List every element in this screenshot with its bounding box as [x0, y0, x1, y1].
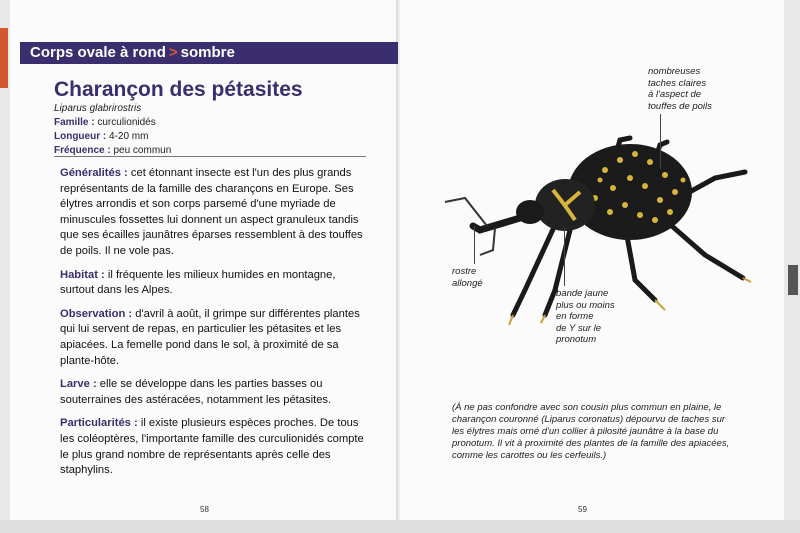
section-text: il existe plusieurs espèces proches. De tous les coléoptères, l'importante famille des curculionidés compte le plus grand nombre de représentants après celle des staphylins.: [60, 417, 364, 477]
description-body: [60, 166, 370, 487]
section-label: Larve :: [60, 378, 97, 391]
length-label: Longueur :: [54, 131, 107, 142]
section-label: Habitat :: [60, 268, 105, 281]
section-text: cet étonnant insecte est l'un des plus grands représentants de la famille des charançons en Europe. Ses élytres arrondis et son corps parsemé d'une myriade de minuscules fossettes lui donnent un aspect granuleux tandis que ses écailles jaunâtres éparses ressemblent à des touffes de poils. Il ne vole pas.: [60, 167, 363, 257]
family-row: [54, 116, 171, 130]
family-value: curculionidés: [97, 117, 156, 128]
length-value: 4-20 mm: [109, 131, 149, 142]
annotation-tufts: nombreuses taches claires à l'aspect de touffes de poils: [648, 66, 712, 112]
section-larve: [60, 377, 370, 408]
section-particularites: [60, 416, 370, 478]
leg-tarsi: [509, 278, 751, 325]
divider: [54, 156, 366, 157]
table-surface: [0, 520, 800, 533]
section-generalites: [60, 166, 370, 260]
page-number-left: 58: [200, 505, 209, 514]
section-header: [20, 42, 398, 64]
section-label: Particularités :: [60, 417, 138, 430]
frequency-label: Fréquence :: [54, 145, 111, 156]
section-text: il fréquente les milieux humides en montagne, surtout dans les Alpes.: [60, 268, 336, 297]
leader-line: [474, 226, 475, 264]
right-edge-mark: [788, 265, 798, 295]
lookalike-note: (À ne pas confondre avec son cousin plus commun en plaine, le charançon couronné (Liparus coronatus) dépourvu de taches sur les élytres mais orné d'un collier à pilosité jaunâtre à la base du pronotum. Il vit à proximité des plantes de la famille des apiacées, comme les carottes ou les cerfeuils.): [452, 402, 730, 461]
section-habitat: [60, 268, 370, 299]
section-label: Généralités :: [60, 167, 128, 179]
length-row: [54, 130, 171, 144]
leader-line: [660, 114, 661, 169]
header-category: Corps ovale à rond: [30, 44, 166, 61]
section-observation: [60, 307, 370, 369]
header-separator: >: [168, 44, 178, 61]
header-subcategory: sombre: [180, 44, 235, 61]
annotation-band: bande jaune plus ou moins en forme de Y sur le pronotum: [556, 288, 615, 345]
annotation-rostre: rostre allongé: [452, 266, 483, 289]
section-text: elle se développe dans les parties basses ou souterraines des astéracées, notamment les pétasites.: [60, 378, 332, 406]
section-label: Observation :: [60, 307, 133, 320]
frequency-value: peu commun: [113, 145, 172, 156]
section-text: d'avril à août, il grimpe sur différentes plantes qui lui servent de repas, en particulier les pétasites et les apiacées. La femelle pond dans le sol, à proximité de sa plante-hôte.: [60, 307, 360, 367]
species-meta: [54, 102, 171, 158]
beetle-rostrum: [473, 218, 520, 230]
family-label: Famille :: [54, 117, 95, 128]
page-title: Charançon des pétasites: [54, 78, 303, 101]
leader-line: [564, 228, 565, 286]
page-number-right: 59: [578, 505, 587, 514]
page-edge-tab: [0, 28, 8, 88]
latin-name: Liparus glabrirostris: [54, 103, 142, 114]
